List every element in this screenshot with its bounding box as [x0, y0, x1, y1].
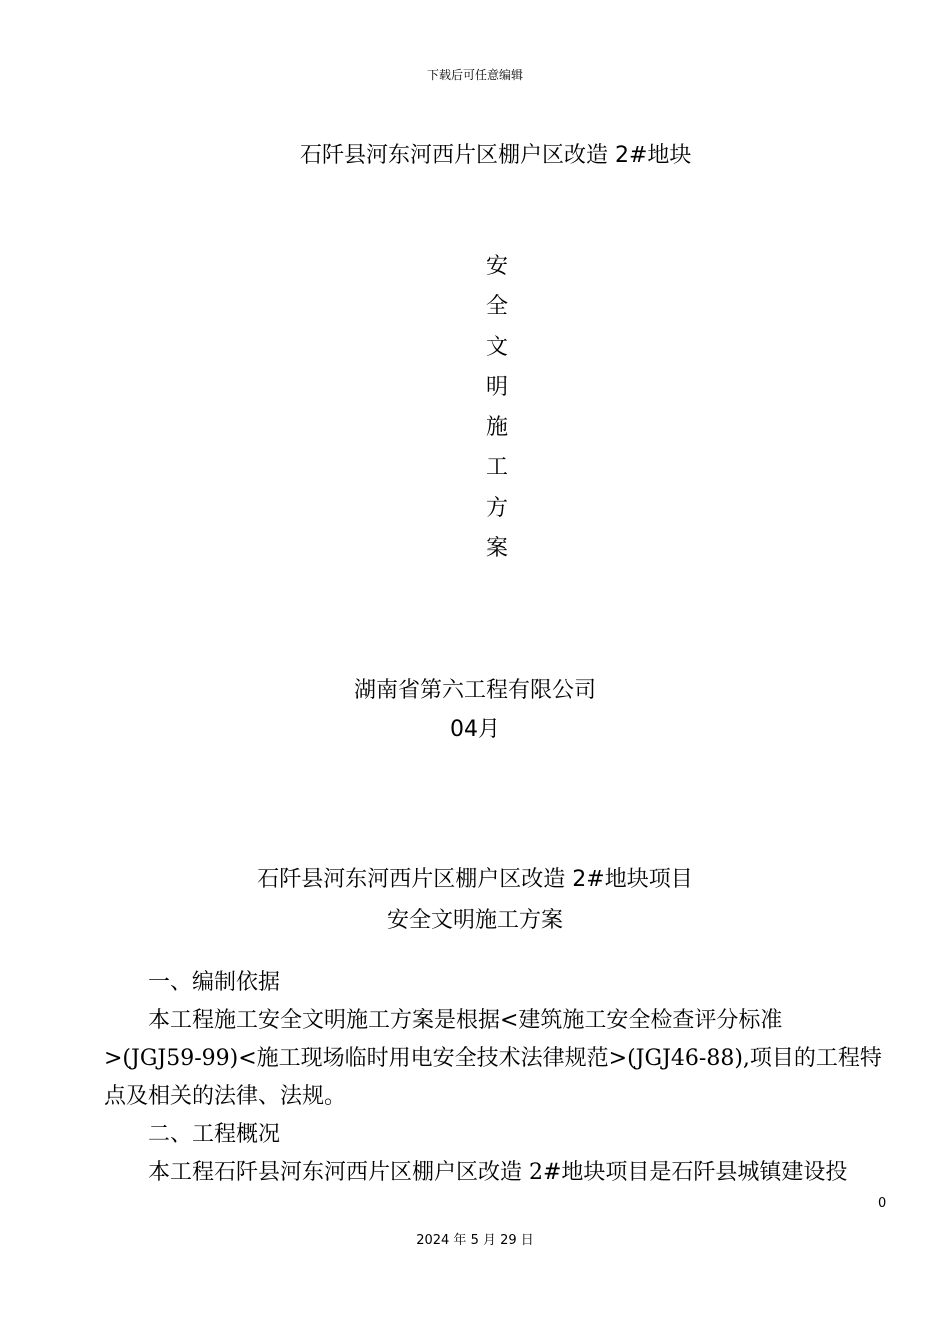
- document-title-line-1: 石阡县河东河西片区棚户区改造 2#地块项目: [257, 867, 693, 892]
- document-title-line-2: 安全文明施工方案: [386, 908, 563, 933]
- vertical-title-char: 全: [485, 294, 508, 320]
- page-number: 0: [878, 1196, 887, 1211]
- vertical-title-char: 安: [485, 254, 508, 279]
- paragraph-line: 本工程施工安全文明施工方案是根据<建筑施工安全检查评分标准: [148, 1008, 783, 1033]
- vertical-title-char: 案: [485, 536, 508, 562]
- document-body: [104, 964, 890, 1192]
- header-note: 下载后可任意编辑: [426, 68, 523, 82]
- company-name: 湖南省第六工程有限公司: [353, 678, 596, 703]
- cover-title: 石阡县河东河西片区棚户区改造 2#地块: [300, 143, 692, 168]
- vertical-title-char: 明: [485, 374, 508, 400]
- footer-date: 2024 年 5 月 29 日: [416, 1233, 534, 1248]
- section-heading-overview: 二、工程概况: [148, 1122, 281, 1147]
- section-heading-basis: 一、编制依据: [148, 970, 281, 995]
- vertical-plan-title: [477, 250, 517, 572]
- paragraph-line: >(JGJ59-99)<施工现场临时用电安全技术法律规范>(JGJ46-88),项目的工程特: [104, 1046, 882, 1071]
- paragraph-line: 本工程石阡县河东河西片区棚户区改造 2#地块项目是石阡县城镇建设投: [148, 1160, 848, 1185]
- paragraph-line: 点及相关的法律、法规。: [104, 1084, 347, 1109]
- cover-month: 04月: [450, 717, 500, 742]
- vertical-title-char: 方: [485, 495, 508, 521]
- vertical-title-char: 工: [485, 455, 508, 481]
- vertical-title-char: 施: [485, 415, 508, 441]
- vertical-title-char: 文: [485, 334, 508, 360]
